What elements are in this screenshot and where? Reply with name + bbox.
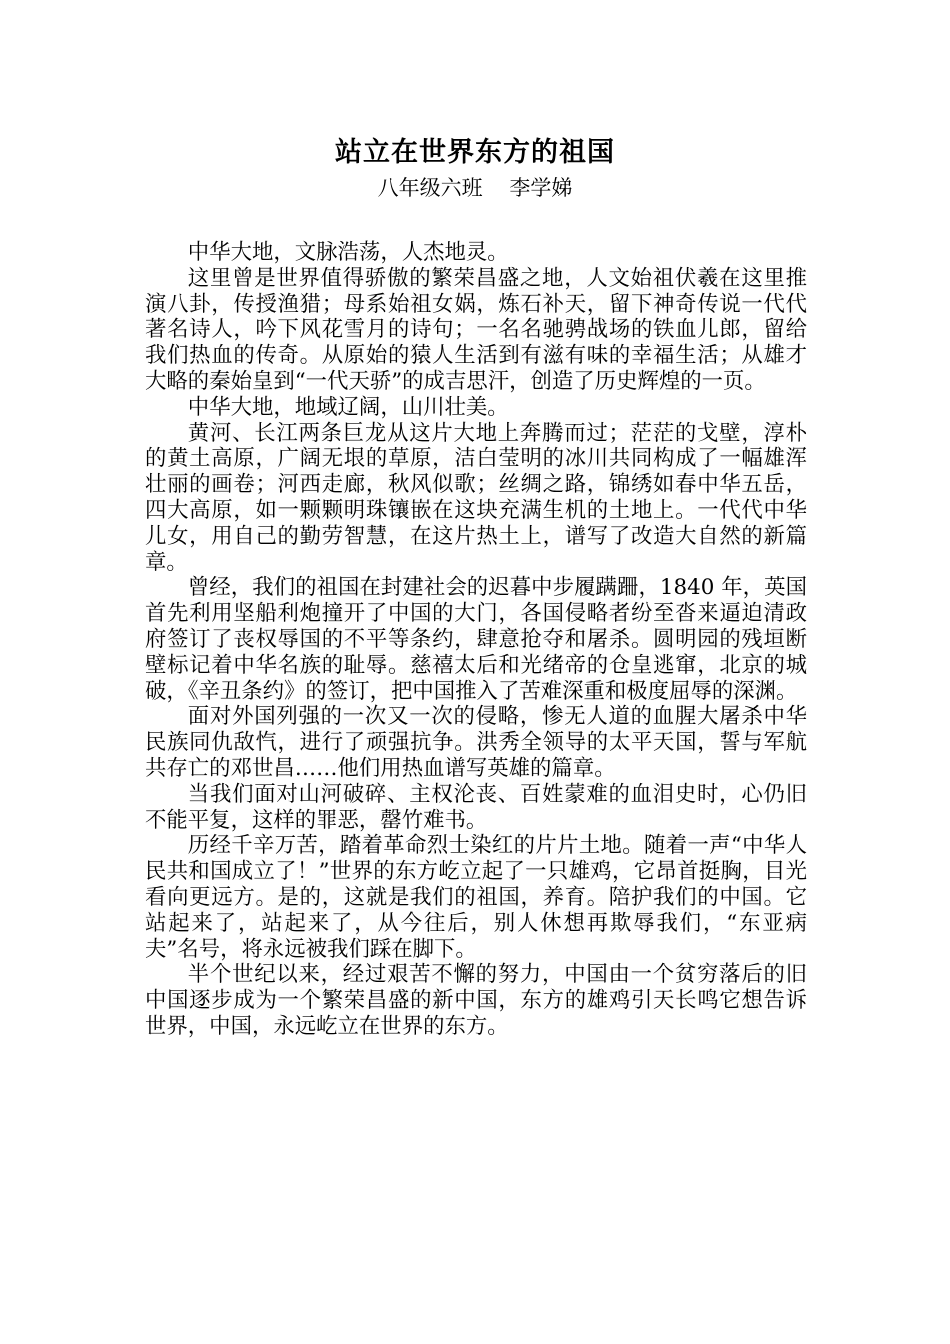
paragraph: 中华大地，文脉浩荡，人杰地灵。 bbox=[187, 240, 509, 265]
paragraph: 中华大地，地域辽阔，山川壮美。 bbox=[187, 394, 509, 420]
document-body bbox=[145, 240, 807, 1040]
paragraph: 当我们面对山河破碎、主权沦丧、百姓蒙难的血泪史时，心仍旧不能平复，这样的罪恶，罄竹难书。 bbox=[145, 781, 807, 833]
paragraph: 面对外国列强的一次又一次的侵略，惨无人道的血腥大屠杀中华民族同仇敌忾，进行了顽强抗争。洪秀全领导的太平天国，誓与军航共存亡的邓世昌……他们用热血谱写英雄的篇章。 bbox=[145, 704, 807, 781]
paragraph: 半个世纪以来，经过艰苦不懈的努力，中国由一个贫穷落后的旧中国逐步成为一个繁荣昌盛的新中国，东方的雄鸡引天长鸣它想告诉世界，中国，永远屹立在世界的东方。 bbox=[145, 962, 807, 1039]
paragraph: 历经千辛万苦，踏着革命烈士染红的片片土地。随着一声“中华人民共和国成立了！”世界的东方屹立起了一只雄鸡，它昂首挺胸，目光看向更远方。是的，这就是我们的祖国，养育。陪护我们的中国。它站起来了，站起来了，从今往后，别人休想再欺辱我们，“东亚病夫”名号，将永远被我们踩在脚下。 bbox=[145, 833, 807, 962]
paragraph: 黄河、长江两条巨龙从这片大地上奔腾而过；茫茫的戈壁，淳朴的黄土高原，广阔无垠的草原，洁白莹明的冰川共同构成了一幅雄浑壮丽的画卷；河西走廊，秋风似歌；丝绸之路，锦绣如春中华五岳，四大高原，如一颗颗明珠镶嵌在这块充满生机的土地上。一代代中华儿女，用自己的勤劳智慧，在这片热土上，谱写了改造大自然的新篇章。 bbox=[145, 420, 807, 575]
paragraph: 曾经，我们的祖国在封建社会的迟暮中步履蹒跚，1840 年，英国首先利用坚船利炮撞开了中国的大门，各国侵略者纷至沓来逼迫清政府签订了丧权辱国的不平等条约，肆意抢夺和屠杀。圆明园的残垣断壁标记着中华名族的耻辱。慈禧太后和光绪帝的仓皇逃窜，北京的城破，《辛丑条约》的签订，把中国推入了苦难深重和极度屈辱的深渊。 bbox=[145, 575, 807, 704]
paragraph: 这里曾是世界值得骄傲的繁荣昌盛之地，人文始祖伏羲在这里推演八卦，传授渔猎；母系始祖女娲，炼石补天，留下神奇传说一代代著名诗人，吟下风花雪月的诗句；一名名驰骋战场的铁血儿郎，留给我们热血的传奇。从原始的猿人生活到有滋有味的幸福生活；从雄才大略的秦始皇到“一代天骄”的成吉思汗，创造了历史辉煌的一页。 bbox=[145, 265, 807, 394]
document-title: 站立在世界东方的祖国 bbox=[335, 137, 615, 168]
document-byline: 八年级六班 李学娣 bbox=[377, 176, 573, 200]
